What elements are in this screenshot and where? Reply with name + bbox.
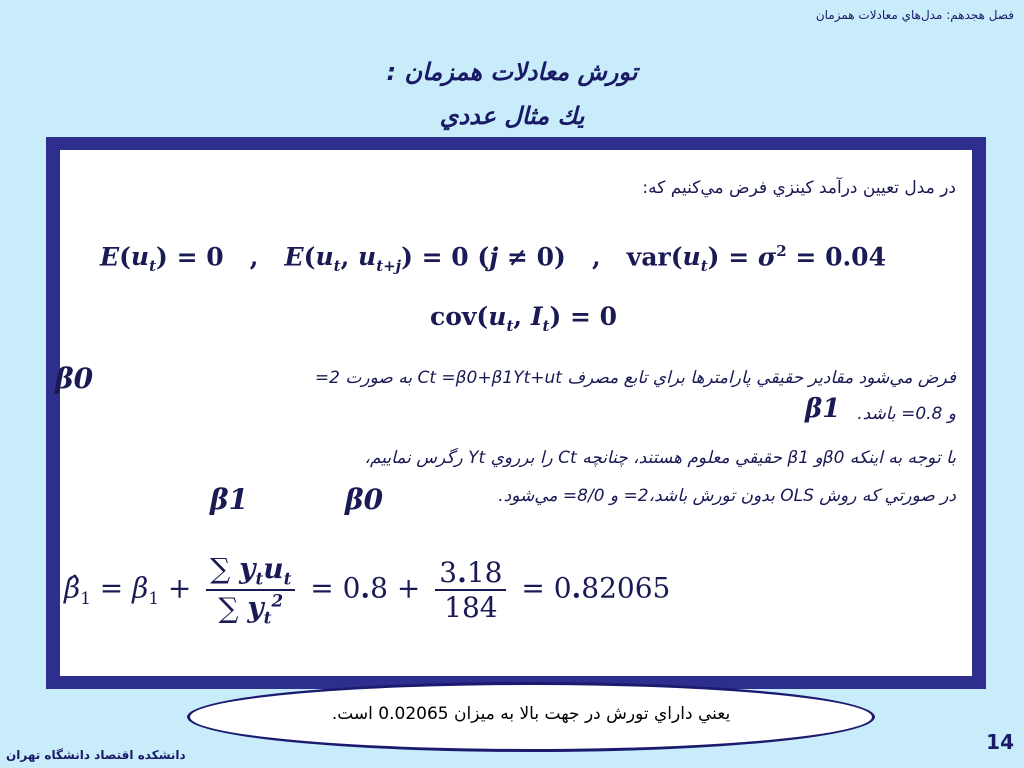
footer-institution: دانشكده اقتصاد دانشگاه تهران xyxy=(6,748,186,762)
paragraph-2: و 0.8= باشد. xyxy=(857,404,956,424)
chapter-header: فصل هجدهم: مدل‌هاي معادلات همزمان xyxy=(815,8,1014,22)
beta0-symbol: β0 xyxy=(55,362,94,395)
slide-subtitle: يك مثال عددي xyxy=(439,102,585,130)
intro-text: در مدل تعيين درآمد كينزي فرض مي‌كنيم كه: xyxy=(642,178,956,198)
paragraph-4: در صورتي كه روش OLS بدون تورش باشد،2= و 8/0= مي‌شود. xyxy=(498,486,956,506)
paragraph-3: با توجه به اينكه β0و β1 حقيقي معلوم هستند، چنانچه Ct را برروي Yt رگرس نماييم، xyxy=(364,448,956,468)
callout-text: يعني داراي تورش در جهت بالا به ميزان 0.02065 است. xyxy=(331,704,731,724)
covariance-equation: $cov(u_t$, $I_t) = 0$ xyxy=(430,302,618,335)
slide-title: تورش معادلات همزمان : xyxy=(386,58,638,86)
assumption-equations: $E(u_t) = 0$ , $E(u_t$, $u_{t+j}) = 0$ (j ≠ 0) , $var(u_t) = \sigma^2 = 0.04$ xyxy=(100,242,886,276)
beta1-symbol: β1 xyxy=(805,394,841,424)
beta1-symbol-2: β1 xyxy=(210,483,249,516)
page-number: 14 xyxy=(986,730,1014,754)
paragraph-1: فرض مي‌شود مقادير حقيقي پارامترها براي تابع مصرف Ct =β0+β1Yt+ut به صورت 2= xyxy=(314,368,956,388)
beta0-symbol-2: β0 xyxy=(345,483,384,516)
bias-formula: $\betâ_1 = \beta_1$ + $\frac{\sum y_tu_t}{\sum y_t^2}$ = 0.8 + $\frac{3.18}{184}$ = 0.82065 xyxy=(64,552,671,628)
